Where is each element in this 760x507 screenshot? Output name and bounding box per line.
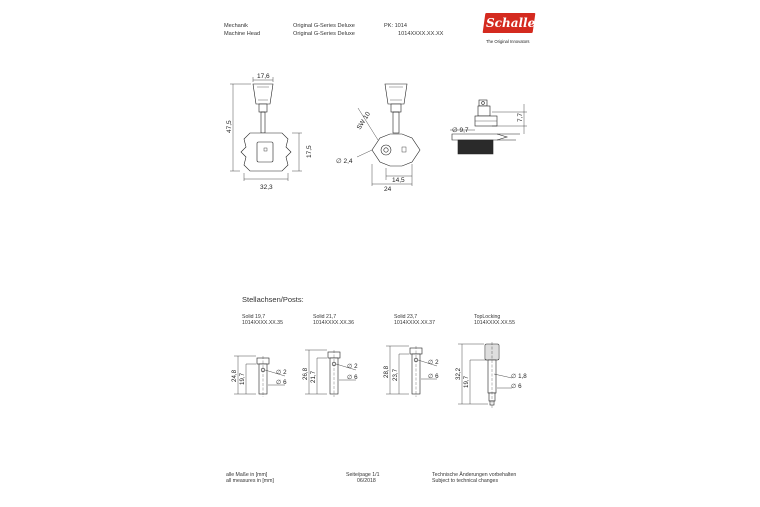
post-4-name: TopLocking — [474, 314, 501, 320]
post-solid-19-7 — [257, 356, 269, 397]
post-3-hole: ∅ 2 — [428, 359, 439, 366]
footer-measures-de: alle Maße in [mm] — [226, 472, 268, 478]
front-view — [241, 84, 291, 171]
logo-wordmark: Schaller — [486, 16, 542, 30]
post-3-name: Solid 23,7 — [394, 314, 418, 320]
dim-side-width: 24 — [384, 186, 392, 193]
product-name-de: Original G-Series Deluxe — [293, 23, 355, 29]
dim-side-hole: ∅ 2,4 — [336, 158, 353, 165]
post-1-hole: ∅ 2 — [276, 369, 287, 376]
post-1-dia: ∅ 6 — [276, 379, 287, 386]
footer-page: Seite/page 1/1 — [346, 472, 380, 478]
posts-heading: Stellachsen/Posts: — [242, 295, 304, 304]
label-machine-head: Machine Head — [224, 31, 261, 37]
post-1-code: 1014XXXX.XX.35 — [242, 320, 283, 326]
post-4-code: 1014XXXX.XX.55 — [474, 320, 515, 326]
dim-front-height: 47,5 — [226, 120, 233, 133]
post-4-length: 19,7 — [463, 375, 470, 388]
post-3-dia: ∅ 6 — [428, 373, 439, 380]
post-toplocking — [485, 342, 499, 408]
dim-bushing-diameter: ∅ 9,7 — [452, 127, 469, 134]
post-2-hole: ∅ 2 — [347, 363, 358, 370]
post-1-total: 24,8 — [231, 369, 238, 382]
pk-number: PK: 1014 — [384, 23, 408, 29]
post-3-code: 1014XXXX.XX.37 — [394, 320, 435, 326]
dim-key-wrench: SW 10 — [355, 110, 373, 132]
dim-plate-height: 17,5 — [306, 145, 313, 158]
part-number: 1014XXXX.XX.XX — [398, 31, 444, 37]
product-name-en: Original G-Series Deluxe — [293, 31, 355, 37]
post-solid-21-7 — [328, 350, 340, 397]
post-3-length: 23,7 — [392, 368, 399, 381]
footer-date: 06/2018 — [357, 478, 376, 484]
post-1-length: 19,7 — [239, 372, 246, 385]
dim-bushing-height: 7,7 — [517, 112, 524, 122]
post-2-length: 21,7 — [310, 370, 317, 383]
post-solid-23-7 — [410, 346, 422, 397]
dim-front-width: 17,6 — [257, 73, 270, 80]
post-2-name: Solid 21,7 — [313, 314, 337, 320]
footer-note-en: Subject to technical changes — [432, 478, 499, 484]
post-2-dia: ∅ 6 — [347, 374, 358, 381]
dim-side-half-width: 14,5 — [392, 177, 405, 184]
post-3-total: 28,8 — [383, 365, 390, 378]
post-1-name: Solid 19,7 — [242, 314, 266, 320]
footer-measures-en: all measures in [mm] — [226, 478, 274, 484]
logo-tagline: The Original Innovators — [486, 39, 530, 44]
label-mechanik: Mechanik — [224, 23, 248, 29]
post-4-dia: ∅ 6 — [511, 383, 522, 390]
post-4-hole: ∅ 1,8 — [511, 373, 527, 380]
footer-note-de: Technische Änderungen vorbehalten — [432, 472, 517, 478]
post-2-total: 26,8 — [302, 367, 309, 380]
dim-plate-width: 32,3 — [260, 184, 273, 191]
side-view — [372, 84, 420, 166]
post-2-code: 1014XXXX.XX.36 — [313, 320, 354, 326]
post-4-total: 32,2 — [455, 367, 462, 380]
